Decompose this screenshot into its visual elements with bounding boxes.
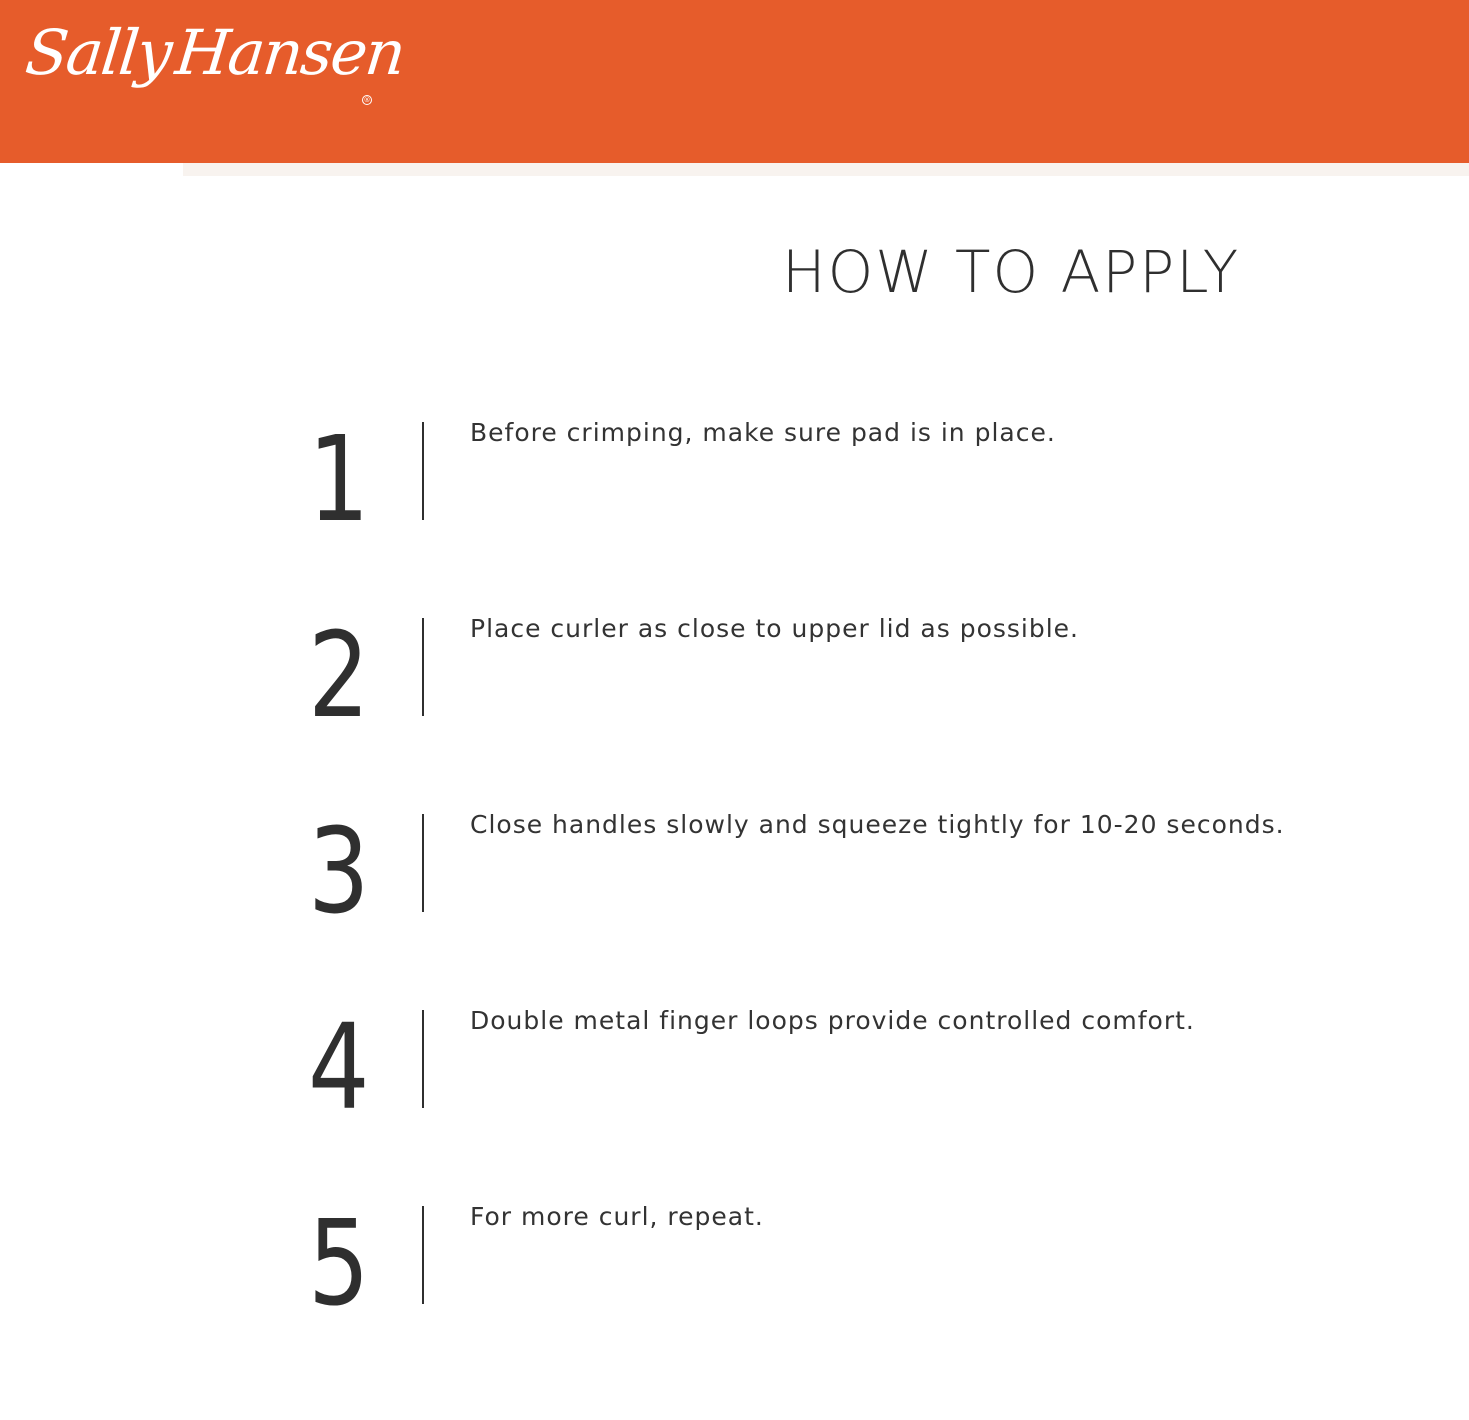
step-text: Double metal finger loops provide controlled comfort. [470, 1006, 1195, 1035]
registered-mark-icon: ® [363, 96, 371, 104]
step-3 [0, 802, 1469, 940]
step-text: Before crimping, make sure pad is in place. [470, 418, 1056, 447]
brand-logo [22, 16, 408, 89]
step-number: 2 [308, 606, 370, 744]
step-4 [0, 998, 1469, 1136]
step-1 [0, 410, 1469, 548]
step-text: Close handles slowly and squeeze tightly for 10-20 seconds. [470, 810, 1285, 839]
logo-word-first: Sally [22, 16, 175, 89]
logo-word-second: Hansen [172, 16, 408, 89]
step-number: 1 [308, 410, 370, 548]
header-divider [183, 163, 1469, 176]
step-divider [422, 422, 424, 520]
step-text: Place curler as close to upper lid as possible. [470, 614, 1079, 643]
step-2 [0, 606, 1469, 744]
step-5 [0, 1194, 1469, 1332]
step-divider [422, 1206, 424, 1304]
header-banner [0, 0, 1469, 163]
step-number: 5 [308, 1194, 370, 1332]
step-number: 3 [308, 802, 370, 940]
step-number: 4 [308, 998, 370, 1136]
step-divider [422, 1010, 424, 1108]
page-title: HOW TO APPLY [782, 238, 1241, 306]
step-divider [422, 814, 424, 912]
step-divider [422, 618, 424, 716]
step-text: For more curl, repeat. [470, 1202, 764, 1231]
